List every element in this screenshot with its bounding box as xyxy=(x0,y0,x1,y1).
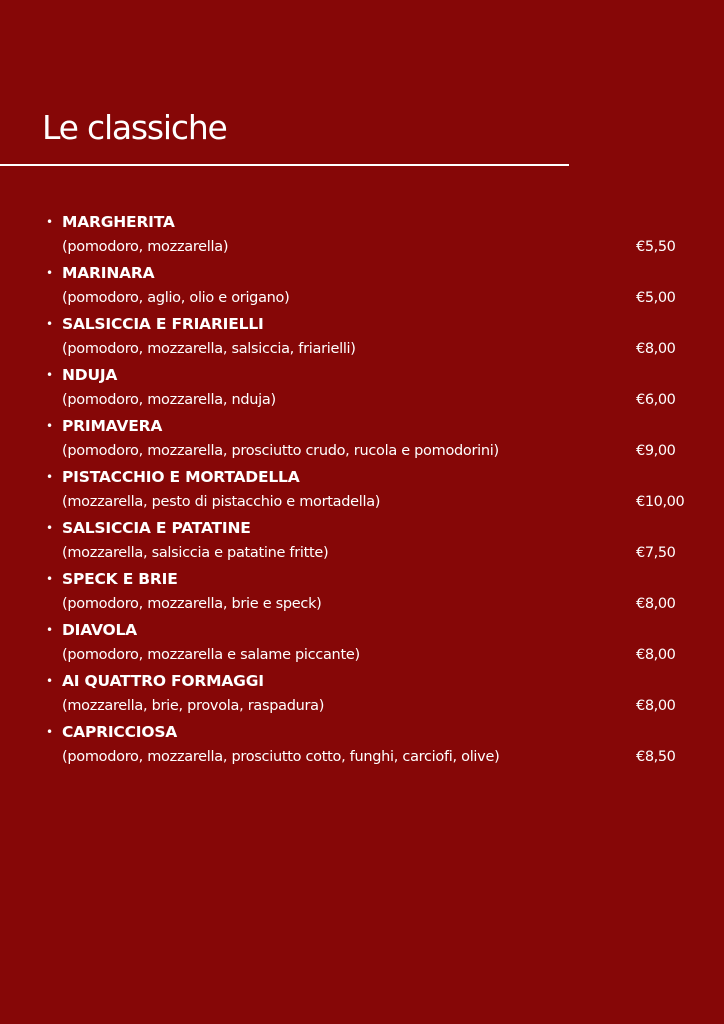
menu-item-price: €5,50 xyxy=(636,239,676,255)
menu-item-price: €8,00 xyxy=(636,698,676,714)
menu-item-description: (pomodoro, mozzarella, nduja) xyxy=(62,392,276,408)
bullet-icon: • xyxy=(46,674,54,688)
menu-item-name: MARGHERITA xyxy=(62,213,175,231)
menu-item-description: (mozzarella, salsiccia e patatine fritte) xyxy=(62,545,329,561)
bullet-icon: • xyxy=(46,266,54,280)
menu-item-name: SALSICCIA E FRIARIELLI xyxy=(62,315,264,333)
menu-item-price: €8,00 xyxy=(636,341,676,357)
menu-item xyxy=(0,258,724,309)
menu-item xyxy=(0,615,724,666)
menu-item-price: €10,00 xyxy=(636,494,685,510)
menu-item-name: PRIMAVERA xyxy=(62,417,163,435)
menu-item-name: AI QUATTRO FORMAGGI xyxy=(62,672,264,690)
menu-item-description: (pomodoro, mozzarella, prosciutto crudo, rucola e pomodorini) xyxy=(62,443,499,459)
bullet-icon: • xyxy=(46,470,54,484)
bullet-icon: • xyxy=(46,725,54,739)
menu-item-description: (pomodoro, mozzarella e salame piccante) xyxy=(62,647,360,663)
menu-item-price: €6,00 xyxy=(636,392,676,408)
bullet-icon: • xyxy=(46,521,54,535)
menu-item xyxy=(0,666,724,717)
menu-item xyxy=(0,411,724,462)
menu-item-description: (pomodoro, mozzarella, prosciutto cotto, funghi, carciofi, olive) xyxy=(62,749,500,765)
menu-item-name: DIAVOLA xyxy=(62,621,137,639)
menu-item-price: €8,00 xyxy=(636,596,676,612)
page-title: Le classiche xyxy=(42,108,227,147)
menu-item-name: SALSICCIA E PATATINE xyxy=(62,519,251,537)
menu-item xyxy=(0,309,724,360)
title-divider xyxy=(0,164,569,166)
bullet-icon: • xyxy=(46,623,54,637)
menu-item xyxy=(0,564,724,615)
menu-item-name: NDUJA xyxy=(62,366,118,384)
menu-item-description: (pomodoro, mozzarella) xyxy=(62,239,229,255)
bullet-icon: • xyxy=(46,419,54,433)
menu-item-name: SPECK E BRIE xyxy=(62,570,178,588)
menu-item-description: (pomodoro, mozzarella, salsiccia, friarielli) xyxy=(62,341,356,357)
menu-item xyxy=(0,717,724,768)
menu-item-price: €9,00 xyxy=(636,443,676,459)
menu-item-name: CAPRICCIOSA xyxy=(62,723,178,741)
menu-item xyxy=(0,513,724,564)
menu-item-price: €8,50 xyxy=(636,749,676,765)
pizza-menu-list xyxy=(0,207,724,768)
menu-item xyxy=(0,360,724,411)
menu-item-name: MARINARA xyxy=(62,264,155,282)
menu-item-description: (mozzarella, pesto di pistacchio e mortadella) xyxy=(62,494,381,510)
menu-item-description: (mozzarella, brie, provola, raspadura) xyxy=(62,698,325,714)
bullet-icon: • xyxy=(46,317,54,331)
menu-item-name: PISTACCHIO E MORTADELLA xyxy=(62,468,300,486)
bullet-icon: • xyxy=(46,368,54,382)
menu-item-description: (pomodoro, mozzarella, brie e speck) xyxy=(62,596,322,612)
bullet-icon: • xyxy=(46,572,54,586)
menu-item-description: (pomodoro, aglio, olio e origano) xyxy=(62,290,290,306)
menu-item xyxy=(0,207,724,258)
menu-item xyxy=(0,462,724,513)
bullet-icon: • xyxy=(46,215,54,229)
menu-item-price: €5,00 xyxy=(636,290,676,306)
menu-item-price: €7,50 xyxy=(636,545,676,561)
menu-item-price: €8,00 xyxy=(636,647,676,663)
